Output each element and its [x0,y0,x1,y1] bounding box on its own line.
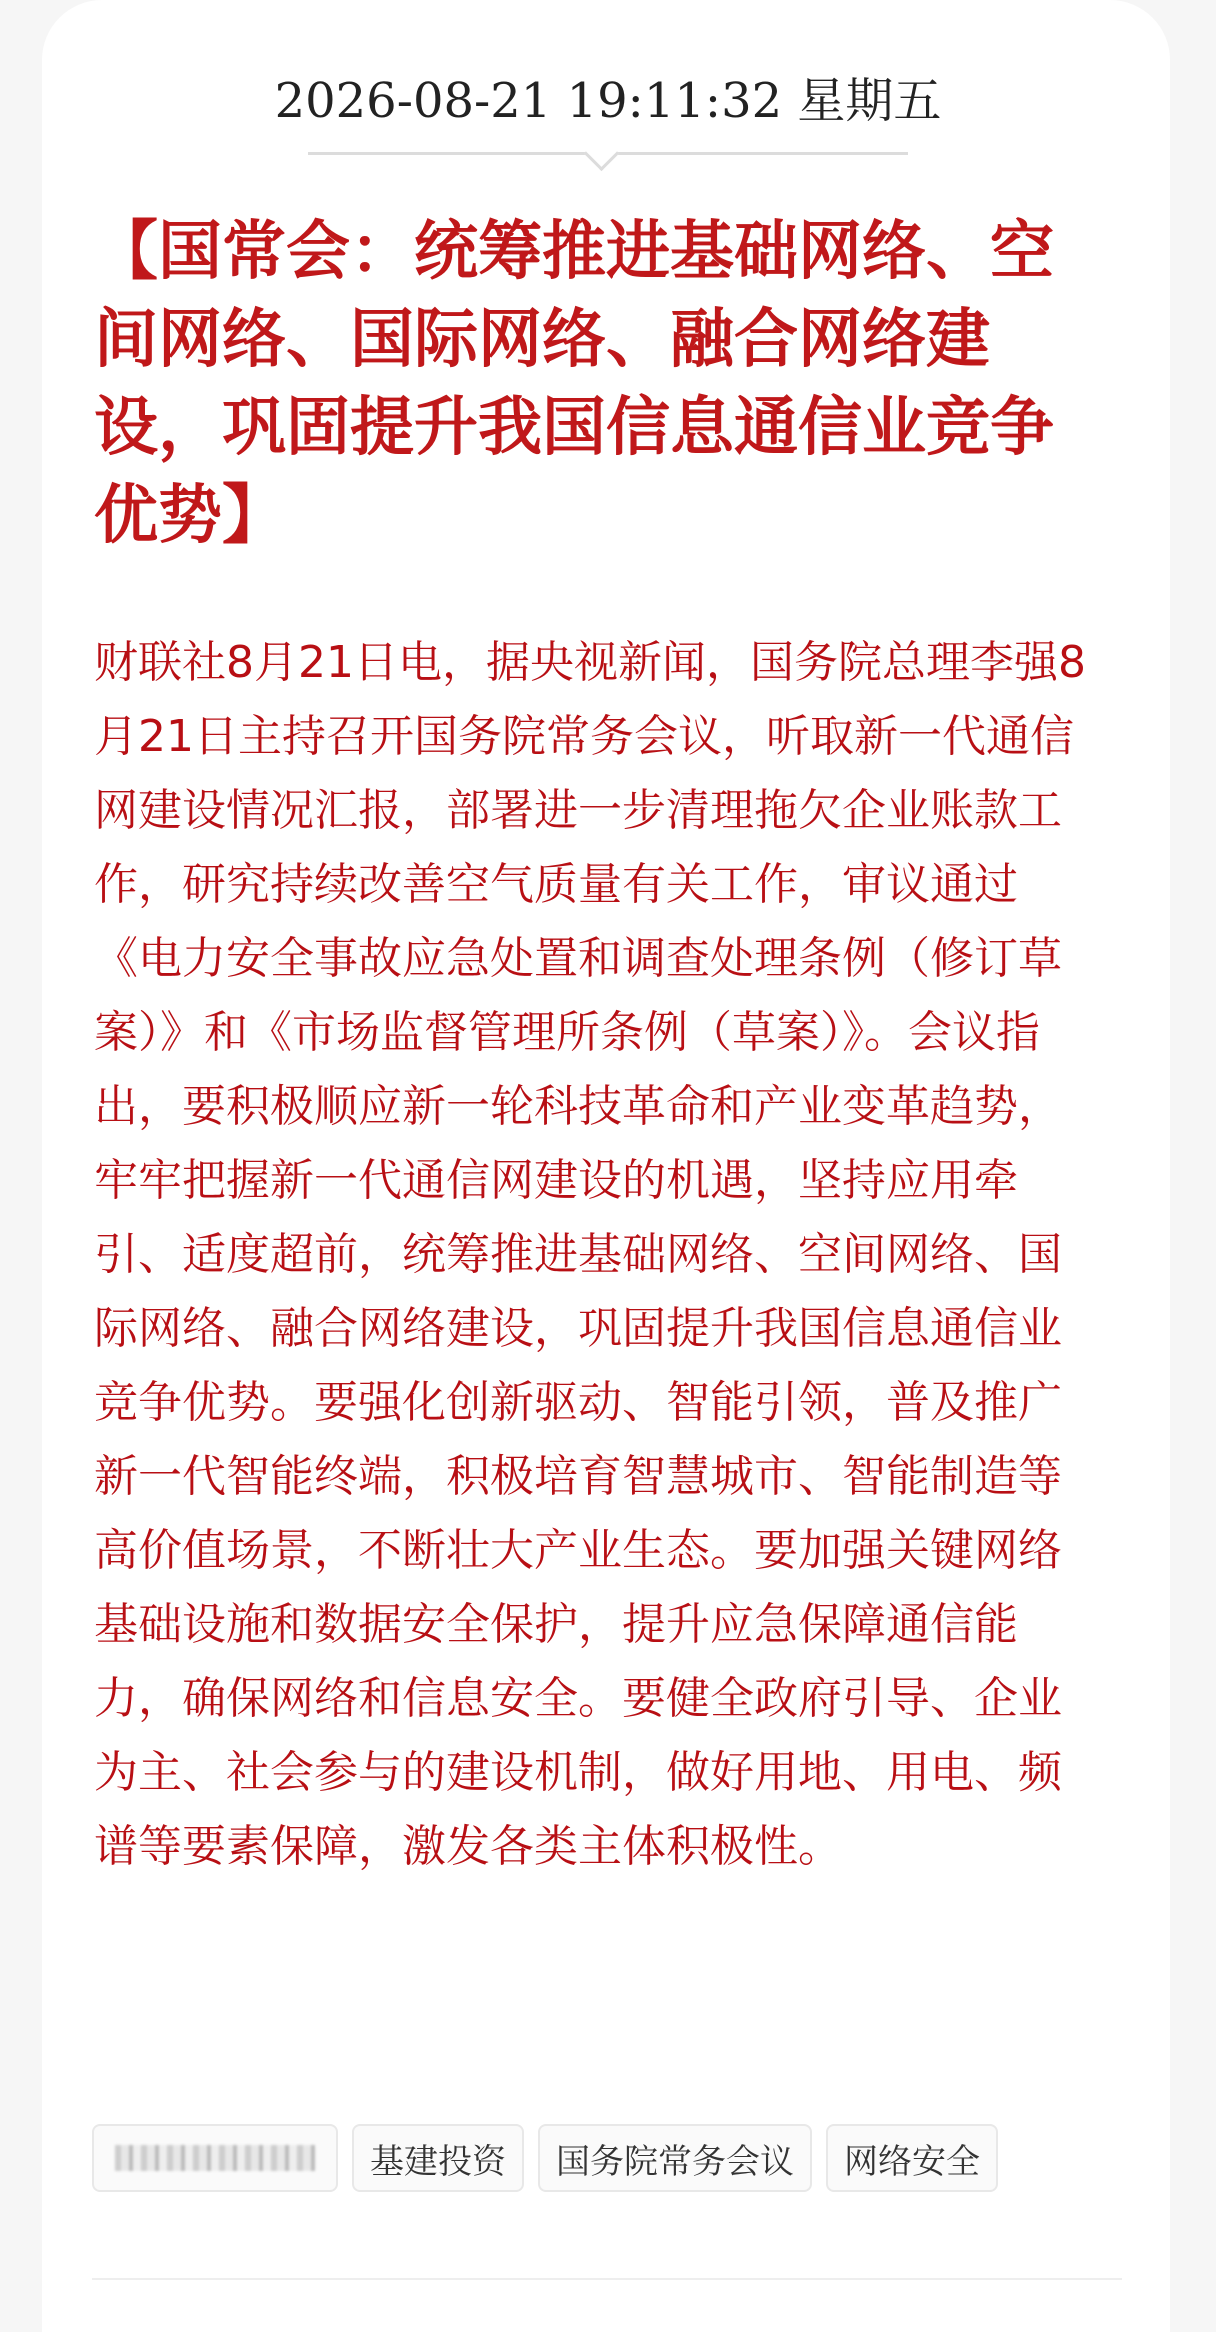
tag-blurred[interactable] [92,2124,338,2192]
tag-item[interactable]: 网络安全 [826,2124,998,2192]
tag-list [92,2124,998,2194]
tag-item[interactable]: 国务院常务会议 [538,2124,812,2192]
redacted-text [115,2145,315,2171]
publish-datetime: 2026-08-21 19:11:32 星期五 [274,73,942,129]
article-headline: 【国常会：统筹推进基础网络、空间网络、国际网络、融合网络建设，巩固提升我国信息通信业竞争优势】 [94,214,1054,553]
article-body: 财联社8月21日电，据央视新闻，国务院总理李强8月21日主持召开国务院常务会议，听取新一代通信网建设情况汇报，部署进一步清理拖欠企业账款工作，研究持续改善空气质量有关工作，审议通过《电力安全事故应急处置和调查处理条例（修订草案）》和《市场监督管理所条例（草案）》。会议指出，要积极顺应新一轮科技革命和产业变革趋势，牢牢把握新一代通信网建设的机遇，坚持应用牵引、适度超前，统筹推进基础网络、空间网络、国际网络、融合网络建设，巩固提升我国信息通信业竞争优势。要强化创新驱动、智能引领，普及推广新一代智能终端，积极培育智慧城市、智能制造等高价值场景，不断壮大产业生态。要加强关键网络基础设施和数据安全保护，提升应急保障通信能力，确保网络和信息安全。要健全政府引导、企业为主、社会参与的建设机制，做好用地、用电、频谱等要素保障，激发各类主体积极性。 [94,637,1086,1872]
tag-item[interactable]: 基建投资 [352,2124,524,2192]
bottom-divider [92,2278,1122,2280]
